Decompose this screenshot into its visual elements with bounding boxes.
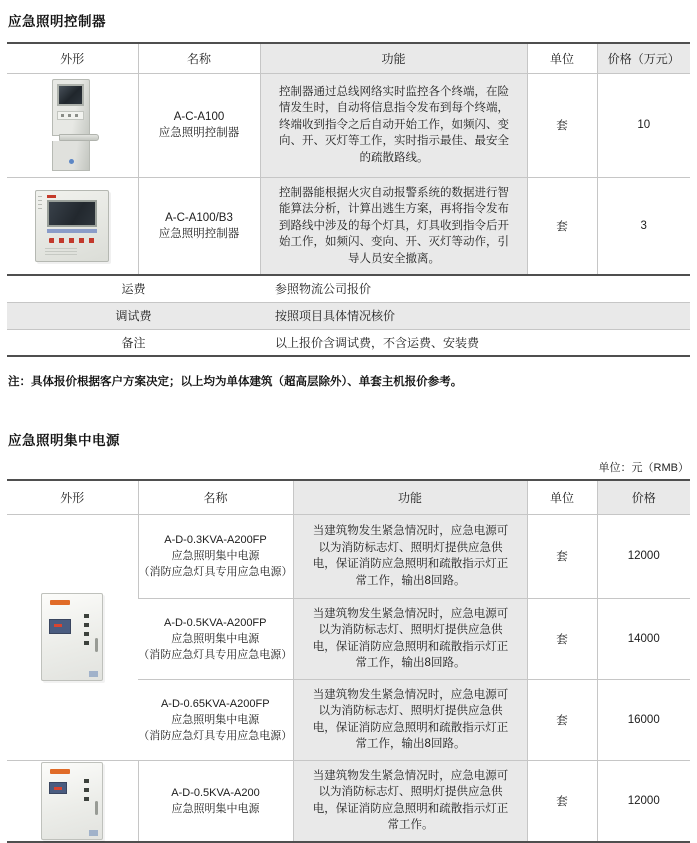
product-image-cell	[7, 514, 138, 760]
col-header-name: 名称	[138, 43, 260, 73]
col-header-price: 价格（万元）	[597, 43, 690, 73]
wallbox-blue-strip	[47, 229, 97, 233]
product-price: 10	[597, 73, 690, 177]
cabinet-indicators	[84, 614, 89, 646]
footer-value: 以上报价含调试费，不含运费、安装费	[260, 329, 690, 356]
power-cabinet	[41, 762, 103, 840]
wallbox-cabinet	[35, 190, 109, 262]
product-unit: 套	[527, 177, 597, 275]
table-header-row	[7, 480, 690, 514]
product-price: 12000	[597, 760, 690, 842]
power-cabinet	[41, 593, 103, 681]
section2-title: 应急照明集中电源	[8, 433, 120, 448]
power-cabinet-image	[7, 593, 138, 681]
product-unit: 套	[527, 679, 597, 760]
wallbox-logo	[47, 195, 56, 198]
col-header-shape: 外形	[60, 51, 85, 66]
footer-label: 运费	[7, 275, 260, 302]
product-function: 当建筑物发生紧急情况时，应急电源可以为消防标志灯、照明灯提供应急供电，保证消防应急照明和疏散指示灯正常工作，输出8回路。	[293, 679, 527, 760]
table-row	[7, 73, 690, 177]
wallbox-screen	[47, 200, 97, 227]
col-header-shape: 外形	[60, 490, 85, 505]
kiosk-cabinet	[43, 79, 101, 171]
cabinet-display	[49, 619, 71, 634]
kiosk-keyboard-tray	[59, 134, 99, 141]
product-function: 控制器通过总线网络实时监控各个终端，在险情发生时，自动将信息指令发布到每个终端，终端收到指令之后自动开始工作，如频闪、变向、开、灭灯等工作，实时指示最佳、最安全的疏散路线。	[260, 73, 527, 177]
product-unit: 套	[527, 514, 597, 598]
cabinet-label	[89, 830, 98, 836]
wallbox-bottom-vents	[45, 248, 77, 257]
kiosk-base	[52, 141, 90, 171]
product-image-cell	[7, 177, 138, 275]
cabinet-indicators	[84, 779, 89, 803]
power-supply-price-table	[7, 479, 690, 843]
product-unit: 套	[527, 73, 597, 177]
section1-title: 应急照明控制器	[8, 14, 106, 29]
wallbox-side-vents	[38, 196, 42, 212]
kiosk-head	[52, 79, 90, 136]
power-cabinet-image-small	[7, 762, 138, 840]
table-row	[7, 760, 690, 842]
table-row	[7, 514, 690, 598]
product-image-cell	[7, 73, 138, 177]
footer-row-shipping	[7, 275, 690, 302]
product-name: A-D-0.3KVA-A200FP 应急照明集中电源 （消防应急灯具专用应急电源）	[138, 514, 293, 598]
product-name: A-D-0.5KVA-A200 应急照明集中电源	[138, 760, 293, 842]
wallbox-buttons	[49, 238, 95, 243]
product-image-cell	[7, 760, 138, 842]
col-header-function: 功能	[293, 480, 527, 514]
footer-row-remark	[7, 329, 690, 356]
product-unit: 套	[527, 760, 597, 842]
product-price: 3	[597, 177, 690, 275]
product-function: 当建筑物发生紧急情况时，应急电源可以为消防标志灯、照明灯提供应急供电，保证消防应急照明和疏散指示灯正常工作，输出8回路。	[293, 514, 527, 598]
table-row	[7, 177, 690, 275]
col-header-unit: 单位	[527, 480, 597, 514]
product-unit: 套	[527, 598, 597, 679]
footer-value: 按照项目具体情况核价	[260, 302, 690, 329]
product-name: A-C-A100 应急照明控制器	[138, 73, 260, 177]
currency-unit-note: 单位：元（RMB）	[598, 462, 689, 474]
controller-price-table	[7, 42, 690, 357]
footer-label: 备注	[7, 329, 260, 356]
product-function: 当建筑物发生紧急情况时，应急电源可以为消防标志灯、照明灯提供应急供电，保证消防应急照明和疏散指示灯正常工作。	[293, 760, 527, 842]
table-header-row	[7, 43, 690, 73]
product-name: A-D-0.65KVA-A200FP 应急照明集中电源 （消防应急灯具专用应急电源）	[138, 679, 293, 760]
controller-wallbox-image	[7, 190, 138, 262]
kiosk-buttons	[61, 114, 81, 117]
product-function: 控制器能根据火灾自动报警系统的数据进行智能算法分析，计算出逃生方案，再将指令发布到路线中涉及的每个灯具，灯具收到指令后开始工作，如频闪、变向、开、灭灯等动作，引导人员安全撤离。	[260, 177, 527, 275]
col-header-price: 价格	[597, 480, 690, 514]
controller-kiosk-image	[7, 79, 138, 171]
acrel-logo	[50, 600, 70, 605]
col-header-unit: 单位	[527, 43, 597, 73]
footer-value: 参照物流公司报价	[260, 275, 690, 302]
kiosk-logo	[69, 159, 74, 164]
product-price: 14000	[597, 598, 690, 679]
footer-label: 调试费	[7, 302, 260, 329]
footer-row-debug-fee	[7, 302, 690, 329]
acrel-logo	[50, 769, 70, 774]
col-header-name: 名称	[138, 480, 293, 514]
product-name: A-C-A100/B3 应急照明控制器	[138, 177, 260, 275]
product-price: 12000	[597, 514, 690, 598]
product-name: A-D-0.5KVA-A200FP 应急照明集中电源 （消防应急灯具专用应急电源）	[138, 598, 293, 679]
kiosk-screen	[57, 84, 84, 106]
product-function: 当建筑物发生紧急情况时，应急电源可以为消防标志灯、照明灯提供应急供电，保证消防应急照明和疏散指示灯正常工作，输出8回路。	[293, 598, 527, 679]
cabinet-label	[89, 671, 98, 677]
section1-note: 注：具体报价根据客户方案决定；以上均为单体建筑（超高层除外）、单套主机报价参考。	[8, 376, 463, 388]
cabinet-handle	[95, 638, 98, 652]
product-price: 16000	[597, 679, 690, 760]
cabinet-display	[49, 782, 67, 794]
col-header-function: 功能	[260, 43, 527, 73]
cabinet-handle	[95, 801, 98, 815]
